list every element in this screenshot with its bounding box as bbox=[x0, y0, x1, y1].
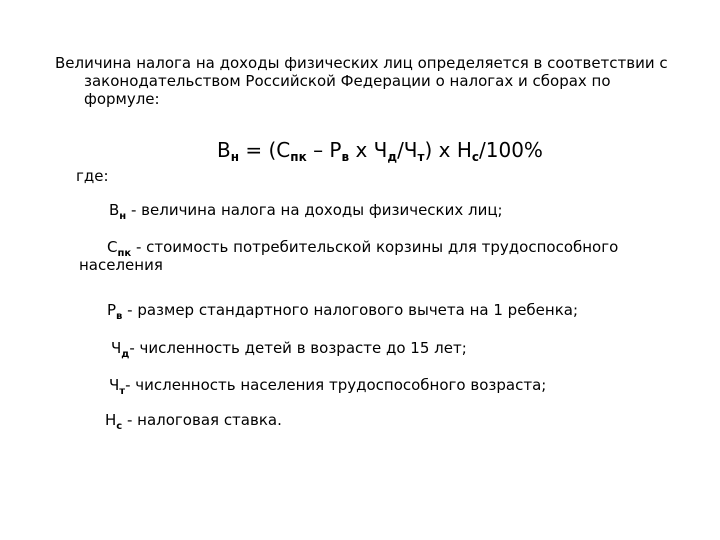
definition-cpk-continuation: населения bbox=[79, 256, 163, 274]
formula-part: х Ч bbox=[349, 138, 388, 162]
intro-line-2: законодательством Российской Федерации о налогах и сборах по bbox=[84, 72, 611, 90]
formula-part: В bbox=[217, 138, 231, 162]
intro-line-3: формуле: bbox=[84, 90, 160, 108]
definition-subscript: с bbox=[116, 421, 123, 432]
definition-hs bbox=[105, 411, 282, 436]
definition-text: - численность населения трудоспособного возраста; bbox=[125, 376, 547, 394]
definition-text: - размер стандартного налогового вычета на 1 ребенка; bbox=[122, 301, 579, 319]
formula-subscript: с bbox=[471, 150, 480, 164]
where-label: где: bbox=[76, 167, 109, 185]
tax-formula bbox=[217, 138, 543, 169]
definition-symbol: Н bbox=[105, 411, 117, 429]
definition-text: - стоимость потребительской корзины для трудоспособного bbox=[131, 238, 619, 256]
formula-part: /100% bbox=[479, 138, 543, 162]
definition-text: - налоговая ставка. bbox=[122, 411, 282, 429]
definition-chd bbox=[111, 339, 467, 364]
definition-rv bbox=[107, 301, 578, 326]
definition-cpk bbox=[107, 238, 618, 263]
formula-subscript: пк bbox=[290, 150, 307, 164]
definition-text: - численность детей в возрасте до 15 лет; bbox=[129, 339, 467, 357]
definition-symbol: С bbox=[107, 238, 118, 256]
formula-subscript: т bbox=[417, 150, 425, 164]
definition-subscript: пк bbox=[117, 248, 132, 259]
definition-bn bbox=[109, 201, 503, 226]
formula-subscript: д bbox=[387, 150, 398, 164]
formula-subscript: н bbox=[230, 150, 240, 164]
formula-part: = (С bbox=[239, 138, 291, 162]
definition-symbol: Ч bbox=[111, 339, 122, 357]
definition-symbol: Ч bbox=[109, 376, 120, 394]
intro-paragraph bbox=[55, 54, 685, 108]
definition-subscript: н bbox=[119, 211, 127, 222]
formula-part: /Ч bbox=[397, 138, 418, 162]
formula-subscript: в bbox=[341, 150, 350, 164]
definition-subscript: д bbox=[121, 349, 130, 360]
formula-part: – Р bbox=[306, 138, 342, 162]
definition-subscript: в bbox=[116, 311, 123, 322]
definition-text: - величина налога на доходы физических лиц; bbox=[126, 201, 503, 219]
definition-subscript: т bbox=[119, 386, 126, 397]
intro-line-1: Величина налога на доходы физических лиц определяется в соответствии с bbox=[55, 54, 668, 72]
formula-part: ) х Н bbox=[424, 138, 472, 162]
definition-cht bbox=[109, 376, 546, 401]
definition-symbol: Р bbox=[107, 301, 117, 319]
definition-symbol: В bbox=[109, 201, 120, 219]
